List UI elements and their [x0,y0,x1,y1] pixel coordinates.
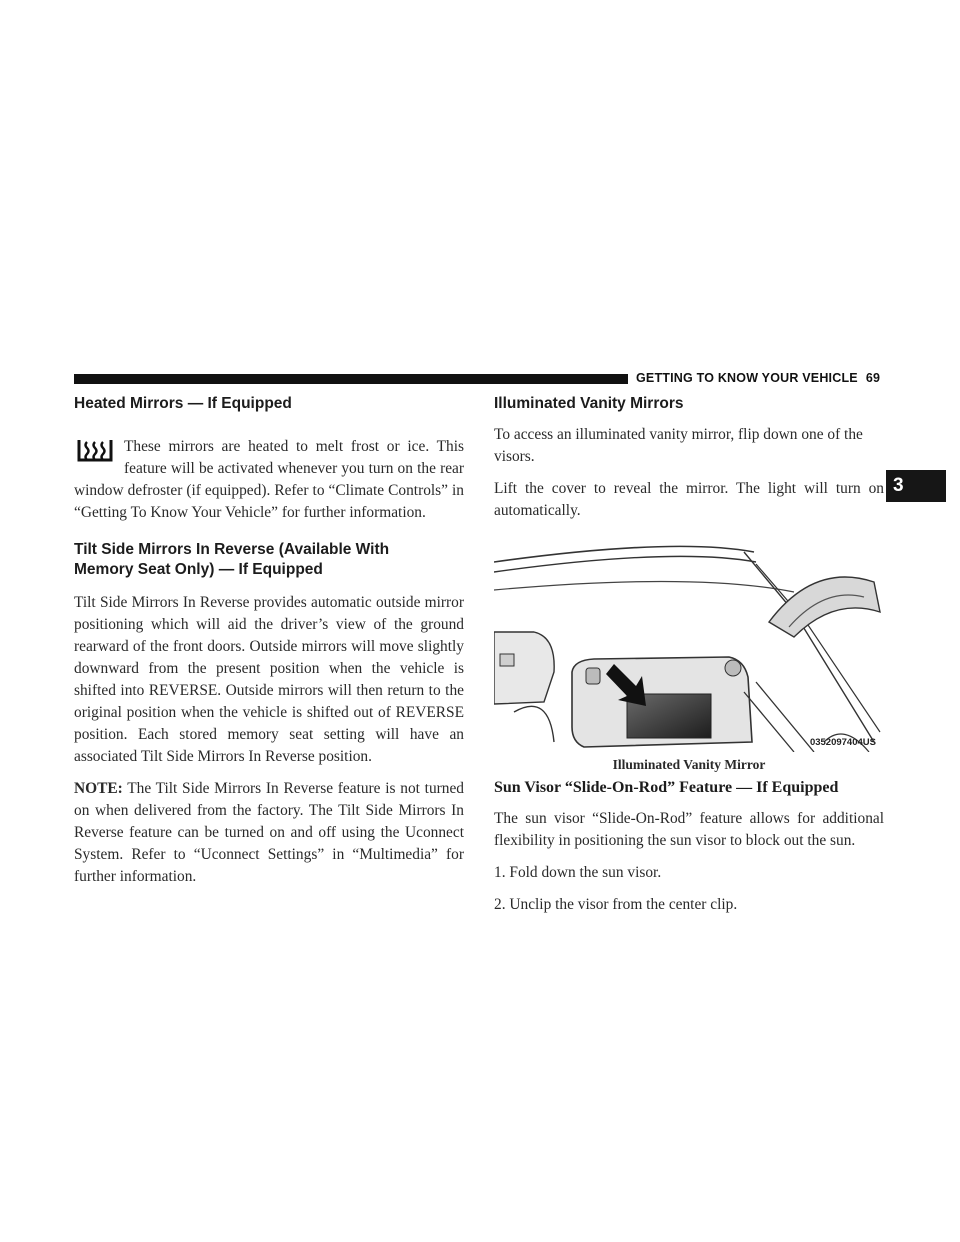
rear-defroster-icon [76,436,114,466]
figure-caption: Illuminated Vanity Mirror [612,757,766,772]
running-header [636,371,886,385]
sun-visor-heading: Sun Visor “Slide-On-Rod” Feature — If Equipped [494,779,839,796]
vanity-mirror-illustration [494,542,884,752]
vanity-para-2: Lift the cover to reveal the mirror. The light will turn on automatically. [494,480,884,519]
tilt-mirrors-heading-line1: Tilt Side Mirrors In Reverse (Available With [74,541,390,558]
sun-visor-body: The sun visor “Slide-On-Rod” feature allows for additional flexibility in positioning the sun visor to block out the sun. [494,810,884,849]
figure-code: 0352097404US [809,737,876,748]
left-column [74,394,464,888]
tilt-mirrors-heading-line2: Memory Seat Only) — If Equipped [74,561,323,578]
vanity-para-1: To access an illuminated vanity mirror, flip down one of the visors. [494,426,863,465]
tilt-mirrors-body: Tilt Side Mirrors In Reverse provides automatic outside mirror positioning which will aid the driver’s view of the ground rearward of the front doors. Outside mirrors will move slightly downward from the present position when the vehicle is shifted into REVERSE. Outside mirrors will then return to the original position when the vehicle is shifted out of REVERSE position. Each stored memory seat setting will have an associated Tilt Side Mirrors In Reverse position. [74,594,464,765]
right-column [494,394,884,916]
sun-visor-step-1: 1. Fold down the sun visor. [494,864,662,881]
heated-mirrors-body: These mirrors are heated to melt frost or ice. This feature will be activated whenever you turn on the rear window defroster (if equipped). Refer to “Climate Controls” in “Getting To Know Your Vehicle” for further information. [74,438,464,521]
heated-mirrors-heading: Heated Mirrors — If Equipped [74,395,292,412]
header-rule [74,374,628,384]
section-title: GETTING TO KNOW YOUR VEHICLE [636,371,858,385]
vanity-mirrors-heading: Illuminated Vanity Mirrors [494,395,684,412]
chapter-tab: 3 [886,470,946,502]
note-label: NOTE: [74,780,123,797]
vanity-mirror-figure [494,542,884,752]
note-body: The Tilt Side Mirrors In Reverse feature is not turned on when delivered from the factory. The Tilt Side Mirrors In Reverse feature can be turned on and off using the Uconnect System. Refer to “Uconnect Settings” in “Multimedia” for further information. [74,780,464,885]
page-number: 69 [865,371,881,385]
tilt-mirrors-note [74,778,464,888]
sun-visor-step-2: 2. Unclip the visor from the center clip. [494,896,738,913]
